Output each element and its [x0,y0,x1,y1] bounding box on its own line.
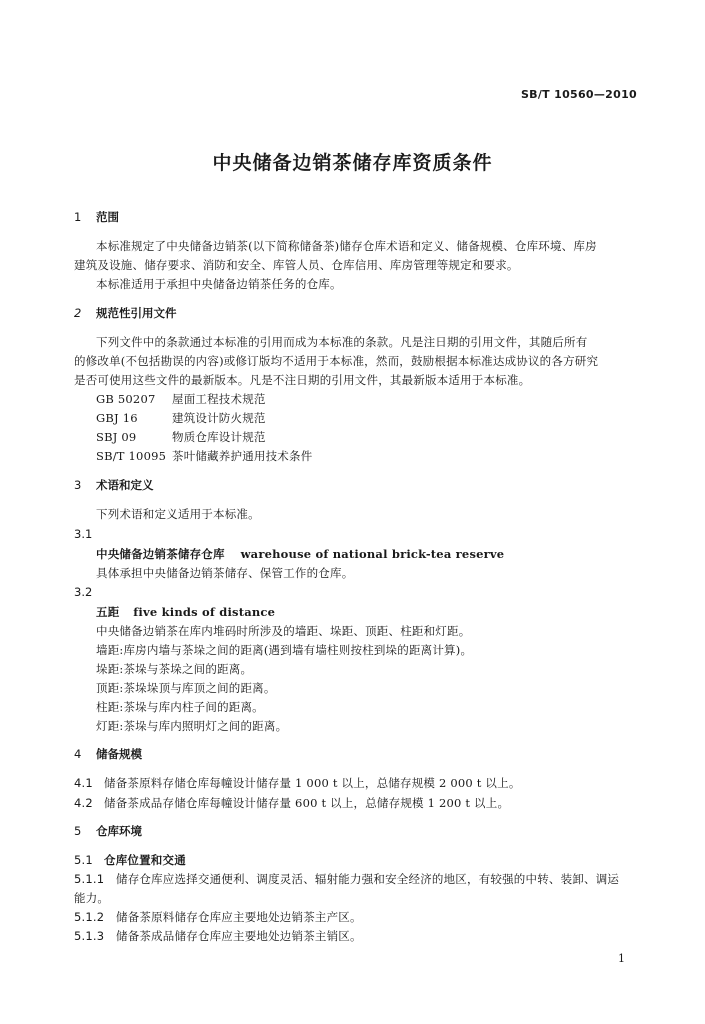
section-2-heading [74,305,177,321]
clause-5-1-1-line-1 [74,871,619,887]
section-4-heading [74,746,142,762]
subsection-5-1-title: 仓库位置和交通 [104,853,186,867]
reference-item [96,391,266,407]
clause-5-1-1-text: 储存仓库应选择交通便利、调度灵活、辐射能力强和安全经济的地区，有较强的中转、装卸、调运 [116,872,620,886]
clause-5-1-2 [74,909,362,925]
section-1-title: 范围 [96,210,119,224]
standard-number: SB/T 10560—2010 [520,88,637,101]
section-4-number: 4 [74,747,82,761]
section-1-number: 1 [74,210,82,224]
section-2-para-line-1: 下列文件中的条款通过本标准的引用而成为本标准的条款。凡是注日期的引用文件，其随后所有 [96,335,588,349]
term-1-number: 3.1 [74,527,93,541]
clause-5-1-1-line-2: 能力。 [74,891,110,905]
clause-5-1-3-text: 储备茶成品储存仓库应主要地处边销茶主销区。 [116,929,362,943]
reference-item [96,410,266,426]
reference-name: 屋面工程技术规范 [172,392,266,406]
clause-4-1 [74,775,521,791]
section-3-title: 术语和定义 [96,478,154,492]
section-5-heading [74,823,142,839]
section-5-number: 5 [74,824,82,838]
term-2-item: 顶距:茶垛垛顶与库顶之间的距离。 [96,681,276,695]
term-2-item: 灯距:茶垛与库内照明灯之间的距离。 [96,719,288,733]
section-3-intro: 下列术语和定义适用于本标准。 [96,507,260,521]
term-1-definition: 具体承担中央储备边销茶储存、保管工作的仓库。 [96,566,354,580]
reference-code: GBJ 16 [96,411,138,425]
term-2-chinese: 五距 [96,605,120,619]
clause-5-1-2-number: 5.1.2 [74,910,105,924]
term-2-item: 垛距:茶垛与茶垛之间的距离。 [96,662,253,676]
reference-name: 建筑设计防火规范 [172,411,266,425]
section-5-title: 仓库环境 [96,824,142,838]
clause-5-1-3 [74,928,362,944]
page-number: 1 [618,952,625,965]
clause-4-2-text: 储备茶成品存储仓库每幢设计储存量 600 t 以上，总储存规模 1 200 t 以上。 [104,796,510,810]
document-title: 中央储备边销茶储存库资质条件 [212,152,493,174]
section-4-title: 储备规模 [96,747,142,761]
section-1-heading [74,209,119,225]
section-2-title: 规范性引用文件 [96,306,177,320]
term-2-item: 柱距:茶垛与库内柱子间的距离。 [96,700,264,714]
term-1-english: warehouse of national brick-tea reserve [240,547,505,561]
subsection-5-1 [74,852,186,868]
clause-4-1-number: 4.1 [74,776,93,790]
section-2-para-line-3: 是否可使用这些文件的最新版本。凡是不注日期的引用文件，其最新版本适用于本标准。 [74,373,531,387]
clause-4-1-text: 储备茶原料存储仓库每幢设计储存量 1 000 t 以上，总储存规模 2 000 t 以上。 [104,776,521,790]
term-2-title [96,604,275,620]
clause-5-1-3-number: 5.1.3 [74,929,105,943]
section-1-para-1-line-2: 建筑及设施、储存要求、消防和安全、库管人员、仓库信用、库房管理等规定和要求。 [74,258,519,272]
reference-code: GB 50207 [96,392,156,406]
subsection-5-1-number: 5.1 [74,853,93,867]
reference-item [96,429,266,445]
term-1-title [96,546,504,562]
term-2-english: five kinds of distance [133,605,276,619]
term-2-number: 3.2 [74,585,93,599]
reference-code: SB/T 10095 [96,449,167,463]
term-1-chinese: 中央储备边销茶储存仓库 [96,547,225,561]
clause-4-2-number: 4.2 [74,796,93,810]
section-1-para-1-line-1: 本标准规定了中央储备边销茶(以下简称储备茶)储存仓库术语和定义、储备规模、仓库环境、库房 [96,239,597,253]
reference-name: 物质仓库设计规范 [172,430,266,444]
clause-5-1-1-number: 5.1.1 [74,872,105,886]
section-3-heading [74,477,154,493]
section-1-para-2: 本标准适用于承担中央储备边销茶任务的仓库。 [96,277,342,291]
reference-item [96,448,312,464]
term-2-item: 墙距:库房内墙与茶垛之间的距离(遇到墙有墙柱则按柱到垛的距离计算)。 [96,643,473,657]
term-2-definition: 中央储备边销茶在库内堆码时所涉及的墙距、垛距、顶距、柱距和灯距。 [96,624,471,638]
clause-4-2 [74,795,509,811]
reference-name: 茶叶储藏养护通用技术条件 [172,449,313,463]
section-3-number: 3 [74,478,82,492]
section-2-para-line-2: 的修改单(不包括勘误的内容)或修订版均不适用于本标准，然而，鼓励根据本标准达成协议的各方研究 [74,354,599,368]
clause-5-1-2-text: 储备茶原料储存仓库应主要地处边销茶主产区。 [116,910,362,924]
reference-code: SBJ 09 [96,430,137,444]
section-2-number: 2 [74,306,82,320]
